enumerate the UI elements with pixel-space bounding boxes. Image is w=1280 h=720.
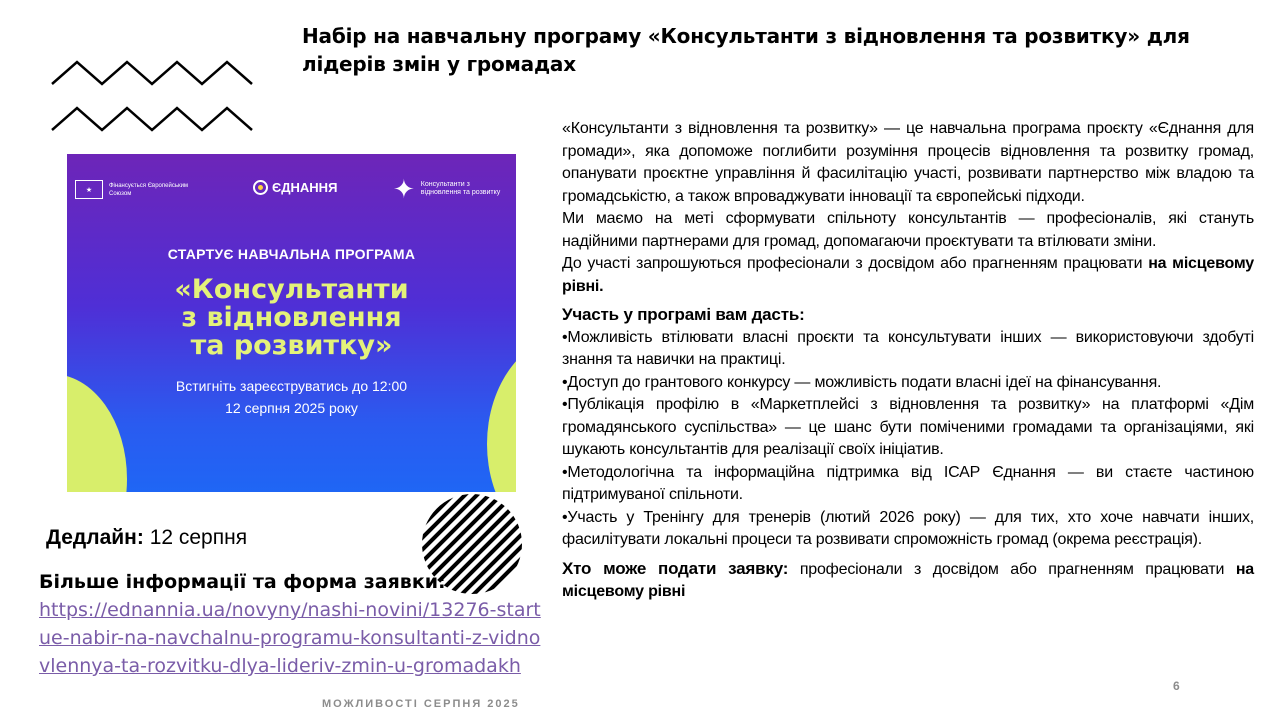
- page-title: Набір на навчальну програму «Консультанти з відновлення та розвитку» для лідерів змін у громадах: [302, 24, 1190, 76]
- eu-flag-icon: ★: [75, 180, 103, 199]
- goal-paragraph: Ми маємо на меті сформувати спільноту консультантів — професіоналів, які стануть надійними партнерами для громад, допомагаючи проєктувати та втілювати зміни.: [562, 210, 1254, 250]
- banner-headline-line: та розвитку»: [190, 330, 393, 361]
- more-info: [39, 568, 549, 680]
- deadline-label: Дедлайн:: [46, 526, 144, 549]
- footer-label: МОЖЛИВОСТІ СЕРПНЯ 2025: [322, 698, 520, 710]
- consultants-logo: [393, 176, 501, 202]
- list-item: •Доступ до грантового конкурсу — можливість подати власні ідеї на фінансування.: [562, 373, 1162, 391]
- banner-headline-line: «Консультанти: [174, 274, 409, 305]
- ednannia-logo-text: ЄДНАННЯ: [272, 180, 338, 195]
- application-link[interactable]: https://ednannia.ua/novyny/nashi-novini/13276-startue-nabir-na-navchalnu-programu-konsultanti-z-vidnovlennya-ta-rozvitku-dlya-lideriv-zmin-u-gromadakh: [39, 599, 541, 677]
- eu-funding-text: Фінансується Європейським Союзом: [109, 183, 189, 197]
- list-item: •Публікація профілю в «Маркетплейсі з відновлення та розвитку» на платформі «Дім громадянського суспільства» — це шанс бути поміченими громадами та організаціями, які шукають консультантів для реалізації своїх ініціатив.: [562, 396, 1254, 458]
- deadline-value: 12 серпня: [149, 526, 248, 549]
- who-text: професіонали з досвідом або прагненням працювати: [788, 560, 1236, 578]
- banner-headline-line: з відновлення: [181, 302, 402, 333]
- ednannia-logo: [253, 180, 337, 195]
- benefits-heading: Участь у програмі вам дасть:: [562, 305, 805, 324]
- intro-paragraph: «Консультанти з відновлення та розвитку» — це навчальна програма проєкту «Єднання для громади», яка допоможе поглибити розуміння процесів відновлення та розвитку громад, опанувати проєктне управління й фасилітацію участі, розвивати партнерство між владою та громадськістю, а також впроваджувати інновації та європейські підходи.: [562, 120, 1254, 205]
- invite-text: До участі запрошуються професіонали з досвідом або прагненням працювати: [562, 255, 1149, 272]
- banner-headline: [67, 276, 516, 360]
- promo-banner: [67, 154, 516, 492]
- list-item: •Методологічна та інформаційна підтримка від ІСАР Єднання — ви стаєте частиною підтримуваної спільноти.: [562, 463, 1254, 503]
- list-item: •Можливість втілювати власні проєкти та консультувати інших — використовуючи здобуті знання та навички на практиці.: [562, 328, 1254, 368]
- invite-bold: на місцевому рівні.: [562, 255, 1255, 295]
- consultants-logo-text: Консультанти з відновлення та розвитку: [420, 181, 501, 196]
- who-paragraph: [562, 558, 1254, 604]
- who-bold: на місцевому рівні: [562, 560, 1254, 600]
- star-icon: ✦: [393, 174, 415, 204]
- banner-kicker: СТАРТУЄ НАВЧАЛЬНА ПРОГРАМА: [167, 246, 416, 262]
- ednannia-ring-icon: [253, 180, 268, 195]
- banner-register-date: 12 серпня 2025 року: [225, 400, 358, 416]
- deadline: [46, 526, 247, 550]
- list-item: •Участь у Тренінгу для тренерів (лютий 2026 року) — для тих, хто хоче навчати інших, фасилітувати локальні процеси та розвивати спроможність громад (окрема реєстрація).: [562, 508, 1254, 548]
- who-heading: Хто може подати заявку:: [562, 558, 789, 578]
- zigzag-decoration: [50, 58, 256, 136]
- more-info-label: Більше інформації та форма заявки:: [39, 571, 446, 593]
- banner-register-line: Встигніть зареєструватись до 12:00: [175, 378, 408, 394]
- description: [562, 118, 1254, 604]
- invite-paragraph: [562, 253, 1254, 298]
- banner-logos: [75, 176, 506, 206]
- page-number: 6: [1173, 679, 1180, 693]
